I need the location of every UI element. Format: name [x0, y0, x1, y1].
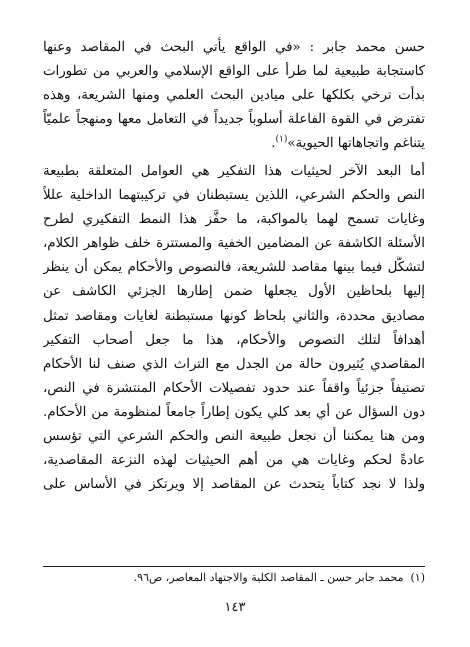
end-punctuation: . — [271, 136, 276, 152]
text-line: كاستجابة طبيعية لما طرأ على الواقع الإسلامي والعربي من تطورات — [43, 64, 425, 80]
footnote — [43, 568, 425, 588]
footnote-marker[interactable]: (١) — [275, 134, 288, 145]
text-line: أهدافاً لتلك النصوص والأحكام، هذا ما جعل أصحاب التفكير — [43, 332, 425, 348]
page-number: ١٤٣ — [224, 600, 246, 615]
text-line: لتشكُّل فيما بينها مقاصد للشريعة، فالنصوص والأحكام يمكن أن ينظر — [43, 260, 425, 276]
text-line: تصنيفاً جزئياً واقفاً عند حدود تفصيلات الأحكام المنتشرة في النص، — [43, 380, 425, 396]
text-line: بدأت ترخي بكلكها على ميادين البحث العلمي ومنها الشريعة، وهذه — [43, 88, 425, 104]
text-line: ومن هنا يمكننا أن نجعل طبيعة النص والحكم الشرعي التي تؤسس — [43, 429, 425, 445]
footnote-divider — [43, 566, 425, 567]
text-line: المقاصدي يُثيرون حالة من الجدل مع التراث الذي صنف لنا الأحكام — [43, 356, 425, 372]
text-line: النص والحكم الشرعي، اللذين يستبطنان في تركيبتهما الداخلية عللاً — [43, 188, 425, 204]
text-line: عادةً لحكم وغايات هي من أهم الحيثيات لهذه النزعة المقاصدية، — [43, 453, 425, 469]
text-line: دون السؤال عن أي بعد كلي يكون إطاراً جامعاً لمنظومة من الأحكام. — [43, 404, 425, 420]
text-line-content: يتناغم واتجاهاتها الحيوية» — [287, 136, 425, 152]
paragraph-1 — [43, 36, 425, 156]
paragraph-2 — [43, 160, 425, 497]
footnote-text: محمد جابر حسن ـ المقاصد الكلية والاجتهاد المعاصر، ص٩٦. — [133, 571, 404, 584]
text-line: وغايات تسمح لهما بالمواكبة، ما حفَّز هذا النمط التفكيري لطرح — [43, 212, 425, 228]
text-line: حسن محمد جابر : «في الواقع يأتي البحث في المقاصد وعنها — [43, 40, 425, 55]
text-line: الأسئلة الكاشفة عن المضامين الخفية والمستترة خلف ظواهر الكلام، — [43, 236, 425, 252]
text-line: ولذا لا نجد كتاباً يتحدث عن المقاصد إلا ويرتكز في الأساس على — [43, 477, 425, 493]
text-line: تفترض في القوة الفاعلة أسلوباً جديداً في التعامل معها ومنهجاً علميّاً — [43, 112, 425, 128]
text-line: أما البعد الآخر لحيثيات هذا التفكير هي العوامل المتعلقة بطبيعة — [43, 164, 425, 179]
text-line: مصاديق محددة، والثاني بلحاظ كونها مستبطنة لغايات ومقاصد تمثل — [43, 308, 425, 324]
text-line: إليها بلحاظين الأول يجعلها ضمن إطارها الجزئي الكاشف عن — [43, 284, 425, 300]
footnote-number: (١) — [410, 571, 425, 584]
text-line — [43, 132, 425, 156]
